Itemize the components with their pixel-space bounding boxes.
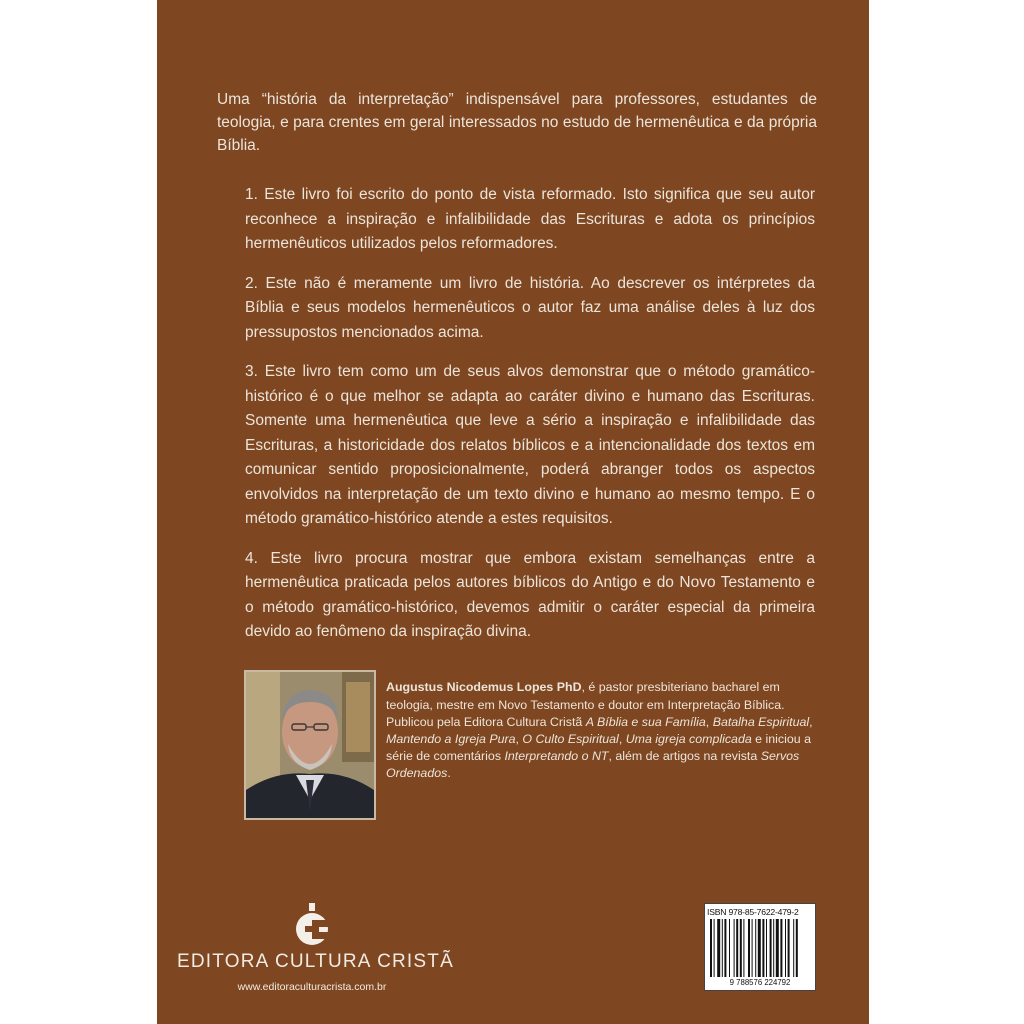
barcode-bars: [710, 919, 810, 977]
key-point-2: 2. Este não é meramente um livro de história. Ao descrever os intérpretes da Bíblia e seus modelos hermenêuticos o autor faz uma análise deles à luz dos pressupostos mencionados acima.: [245, 274, 815, 341]
key-point-3: 3. Este livro tem como um de seus alvos demonstrar que o método gramático-histórico é o que melhor se adapta ao caráter divino e humano das Escrituras. Somente uma hermenêutica que leve a sério a inspiração e infalibilidade das Escrituras, a historicidade dos relatos bíblicos e a intencionalidade dos textos em comunicar sentido proposicionalmente, poderá abranger todos os aspectos envolvidos na interpretação de um texto divino e humano ao mesmo tempo. E o método gramático-histórico atende a estes requisitos.: [245, 363, 815, 527]
author-bio-part-2: e iniciou a série de comentários: [386, 732, 811, 764]
separator: ,: [515, 732, 523, 746]
book-title-2: Batalha Espiritual: [712, 714, 810, 729]
isbn-label: ISBN 978-85-7622-479-2: [707, 907, 799, 917]
author-bio: [386, 679, 816, 782]
isbn-barcode: [704, 903, 816, 991]
book-title-3: Mantendo a Igreja Pura: [386, 732, 516, 746]
separator: ,: [705, 714, 713, 729]
author-portrait-image: [246, 672, 374, 818]
intro-paragraph: Uma “história da interpretação” indispensável para professores, estudantes de teologia, e para crentes em geral interessados no estudo de hermenêutica e da própria Bíblia.: [217, 90, 817, 154]
book-title-5: Uma igreja complicada: [625, 732, 752, 746]
publisher-url[interactable]: www.editoraculturacrista.com.br: [237, 981, 387, 993]
publisher-name: EDITORA CULTURA CRISTÃ: [177, 951, 454, 972]
author-name: Augustus Nicodemus Lopes PhD: [386, 680, 582, 695]
publisher-logo-icon: [295, 903, 329, 947]
key-point-4: 4. Este livro procura mostrar que embora existam semelhanças entre a hermenêutica praticada pelos autores bíblicos do Antigo e do Novo Testamento e o método gramático-histórico, devemos admitir o caráter especial da primeira devido ao fenômeno da inspiração divina.: [245, 549, 815, 640]
author-photo: [246, 672, 374, 818]
barcode-digits: 9 788576 224792: [729, 978, 791, 987]
book-title-6: Interpretando o NT: [504, 749, 609, 764]
back-cover: [157, 0, 869, 1024]
key-point-1: 1. Este livro foi escrito do ponto de vista reformado. Isto significa que seu autor reconhece a inspiração e infalibilidade das Escrituras e adota os princípios hermenêuticos utilizados pelos reformadores.: [245, 186, 815, 252]
publisher-logo-block: [177, 903, 454, 993]
book-title-4: O Culto Espiritual: [522, 732, 619, 746]
book-title-7: Servos Ordenados: [386, 749, 800, 781]
separator: ,: [809, 714, 813, 729]
author-bio-part-1: , é pastor presbiteriano bacharel em teologia, mestre em Novo Testamento e doutor em Interpretação Bíblica. Publicou pela Editora Cultura Cristã: [386, 680, 785, 729]
separator: ,: [618, 732, 626, 746]
key-points-list: [245, 183, 815, 660]
author-bio-part-4: .: [447, 766, 451, 781]
book-title-1: A Bíblia e sua Família: [585, 714, 706, 729]
author-bio-part-3: , além de artigos na revista: [608, 749, 761, 764]
